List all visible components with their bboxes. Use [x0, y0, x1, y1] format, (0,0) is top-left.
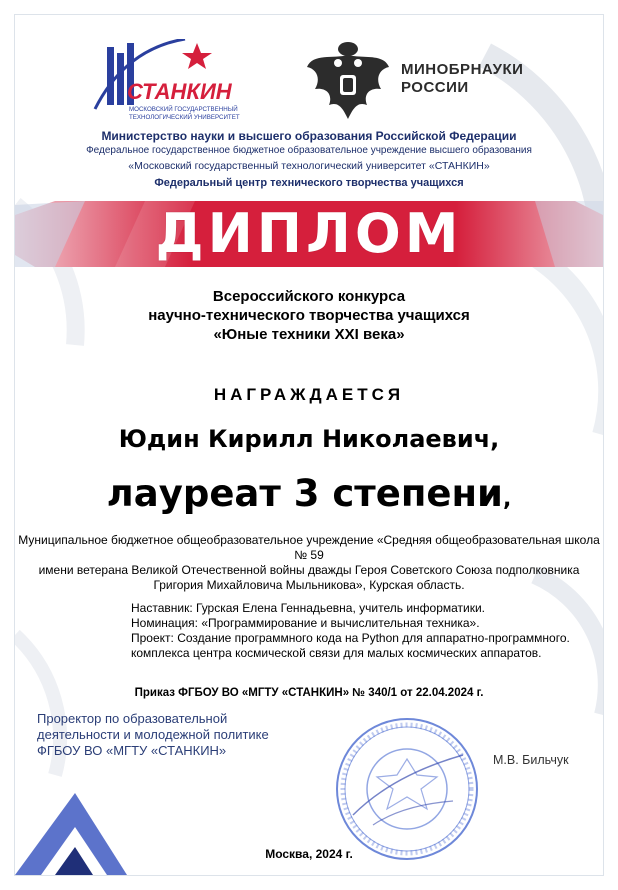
- diploma-page: [14, 14, 604, 876]
- competition-line-3: «Юные техники XXI века»: [213, 326, 405, 343]
- mentor-line: Наставник: Гурская Елена Геннадьевна, учитель информатики.: [131, 601, 486, 615]
- nomination-line: Номинация: «Программирование и вычислительная техника».: [131, 616, 480, 630]
- org-university: «Московский государственный технологический университет «СТАНКИН»: [128, 160, 490, 172]
- official-seal: [333, 715, 481, 863]
- ministry-line-2: РОССИИ: [401, 79, 469, 96]
- corner-triangle-logo: [15, 793, 127, 875]
- project-line-1: Проект: Создание программного кода на Python для аппаратно-программного.: [131, 631, 570, 645]
- org-ministry: Министерство науки и высшего образования Российской Федерации: [101, 129, 517, 143]
- ministry-logo-text: [401, 61, 523, 97]
- school-line-1: Муниципальное бюджетное общеобразовательное учреждение «Средняя общеобразовательная школа № 59: [18, 533, 600, 562]
- signatory-line-1: Проректор по образовательной: [37, 711, 228, 726]
- project-details: [131, 601, 570, 661]
- signatory-title: [37, 711, 269, 759]
- signatory-line-3: ФГБОУ ВО «МГТУ «СТАНКИН»: [37, 743, 227, 758]
- recipient-name: Юдин Кирилл Николаевич,: [118, 425, 500, 453]
- awarded-label: НАГРАЖДАЕТСЯ: [213, 385, 405, 404]
- project-line-2: комплекса центра космической связи для малых космических аппаратов.: [131, 646, 542, 660]
- school-info: [15, 533, 603, 593]
- org-center: Федеральный центр технического творчества учащихся: [154, 177, 464, 189]
- diploma-title: ДИПЛОМ: [155, 202, 463, 265]
- competition-name: [15, 287, 603, 344]
- logo-subtitle-2: ТЕХНОЛОГИЧЕСКИЙ УНИВЕРСИТЕТ: [129, 114, 240, 121]
- competition-line-1: Всероссийского конкурса: [212, 288, 406, 305]
- signatory-line-2: деятельности и молодежной политике: [37, 727, 269, 742]
- stankin-logo: [85, 39, 255, 129]
- school-line-3: Григория Михайловича Мыльникова», Курская область.: [153, 578, 465, 592]
- signer-name: М.В. Бильчук: [493, 753, 569, 767]
- logo-subtitle-1: МОСКОВСКИЙ ГОСУДАРСТВЕННЫЙ: [129, 106, 238, 113]
- competition-line-2: научно-технического творчества учащихся: [148, 307, 470, 324]
- order-reference: Приказ ФГБОУ ВО «МГТУ «СТАНКИН» № 340/1 от 22.04.2024 г.: [134, 687, 484, 699]
- award-text: лауреат 3 степени: [106, 472, 503, 515]
- school-line-2: имени ветерана Великой Отечественной войны дважды Героя Советского Союза подполковника: [38, 563, 580, 577]
- ministry-line-1: МИНОБРНАУКИ: [401, 61, 524, 78]
- city-date: Москва, 2024 г.: [265, 847, 353, 861]
- award-level: [15, 472, 603, 515]
- coat-of-arms-icon: [303, 39, 393, 123]
- award-comma: ,: [502, 487, 512, 512]
- logo-name: СТАНКИН: [127, 79, 232, 104]
- org-type: Федеральное государственное бюджетное образовательное учреждение высшего образования: [86, 145, 532, 156]
